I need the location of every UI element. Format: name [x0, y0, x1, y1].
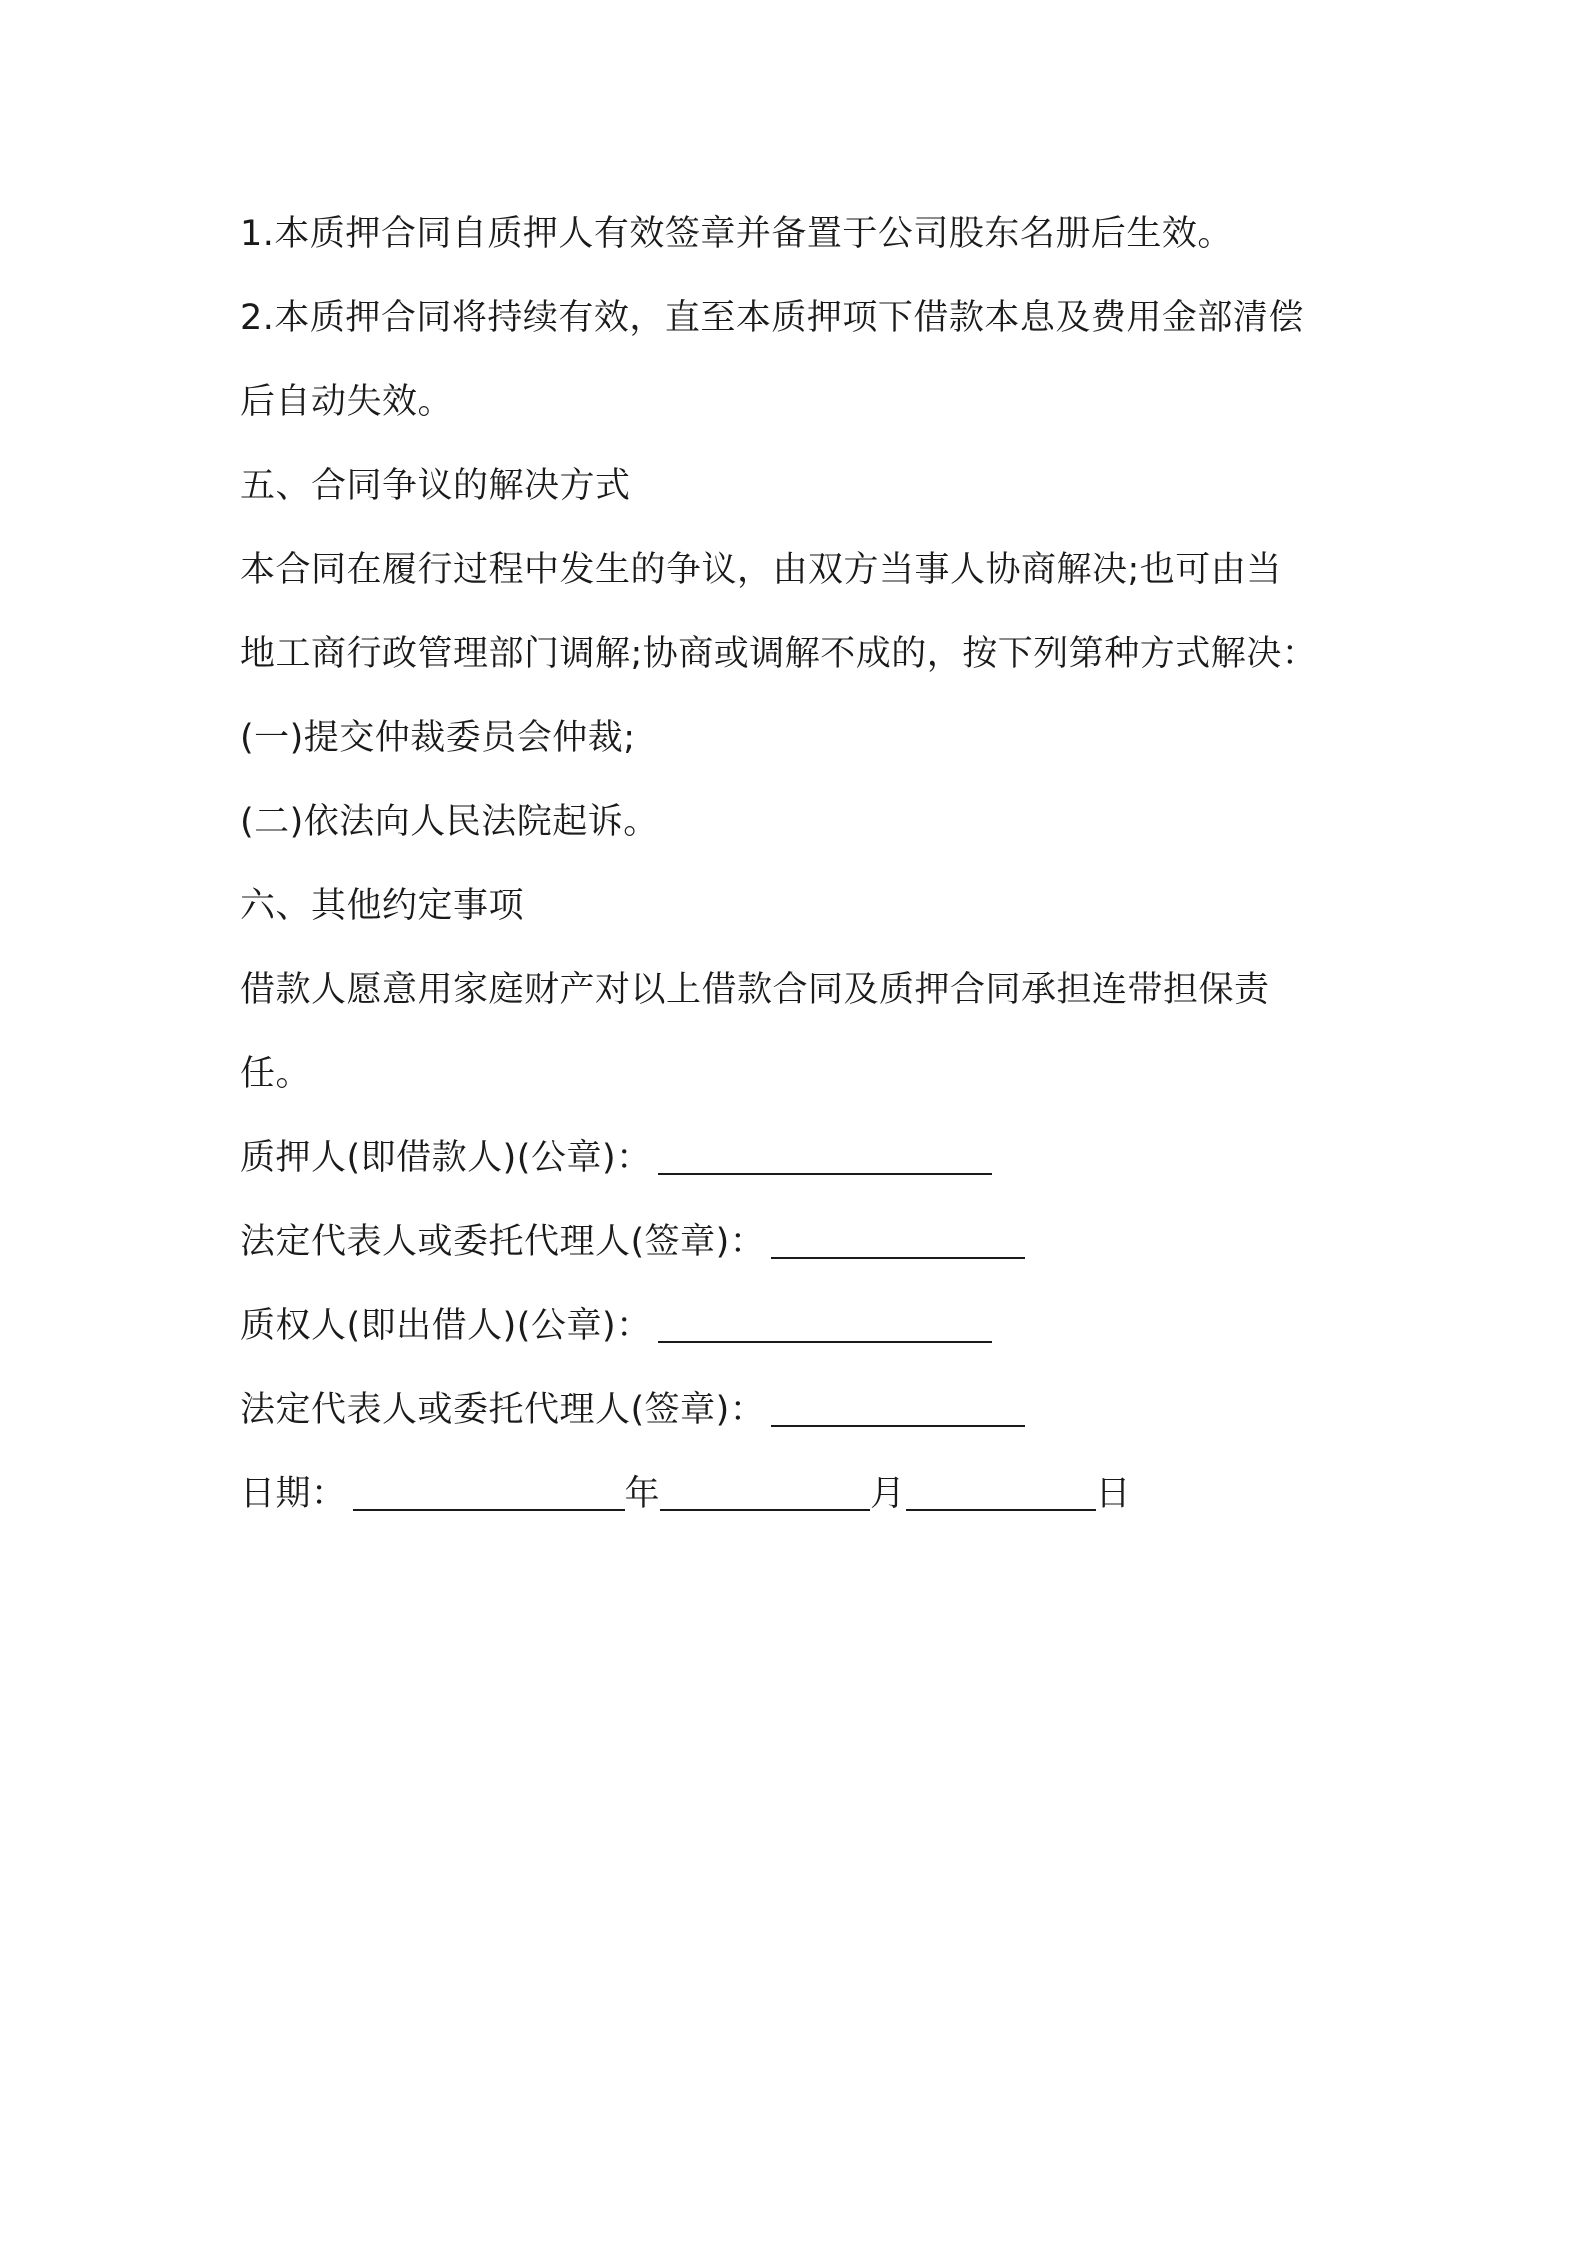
pledgor-signature-blank[interactable] — [658, 1172, 992, 1175]
pledgee-signature-row — [240, 1284, 1360, 1368]
pledgee-rep-signature-row — [240, 1368, 1360, 1452]
day-label: 日 — [1095, 1474, 1132, 1514]
day-blank[interactable] — [906, 1508, 1096, 1511]
date-row — [240, 1452, 1360, 1536]
month-blank[interactable] — [660, 1508, 870, 1511]
clause-1: 1.本质押合同自质押人有效签章并备置于公司股东名册后生效。 — [240, 214, 1233, 254]
section-5-title: 五、合同争议的解决方式 — [240, 466, 631, 506]
clause-2-line-2: 后自动失效。 — [240, 382, 454, 422]
section-5-paragraph-line-2: 地工商行政管理部门调解;协商或调解不成的，按下列第种方式解决： — [240, 634, 1318, 674]
pledgor-rep-signature-blank[interactable] — [771, 1256, 1025, 1259]
pledgor-signature-row — [240, 1116, 1360, 1200]
resolution-option-1: (一)提交仲裁委员会仲裁; — [240, 718, 636, 758]
date-label: 日期： — [240, 1474, 347, 1514]
document-body — [240, 192, 1360, 1536]
pledgor-rep-signature-row — [240, 1200, 1360, 1284]
section-6-paragraph-line-2: 任。 — [240, 1054, 312, 1094]
clause-2-line-1: 2.本质押合同将持续有效，直至本质押项下借款本息及费用金部清偿 — [240, 298, 1304, 338]
pledgee-rep-label: 法定代表人或委托代理人(签章)： — [240, 1390, 766, 1430]
year-blank[interactable] — [353, 1508, 625, 1511]
section-5-paragraph-line-1: 本合同在履行过程中发生的争议，由双方当事人协商解决;也可由当 — [240, 550, 1282, 590]
pledgor-label: 质押人(即借款人)(公章)： — [240, 1138, 652, 1178]
pledgor-rep-label: 法定代表人或委托代理人(签章)： — [240, 1222, 766, 1262]
year-label: 年 — [624, 1474, 661, 1514]
resolution-option-2: (二)依法向人民法院起诉。 — [240, 802, 659, 842]
month-label: 月 — [870, 1474, 906, 1514]
pledgee-rep-signature-blank[interactable] — [771, 1424, 1025, 1427]
section-6-paragraph-line-1: 借款人愿意用家庭财产对以上借款合同及质押合同承担连带担保责 — [240, 970, 1270, 1010]
pledgee-signature-blank[interactable] — [658, 1340, 992, 1343]
pledgee-label: 质权人(即出借人)(公章)： — [240, 1306, 652, 1346]
section-6-title: 六、其他约定事项 — [240, 886, 525, 926]
